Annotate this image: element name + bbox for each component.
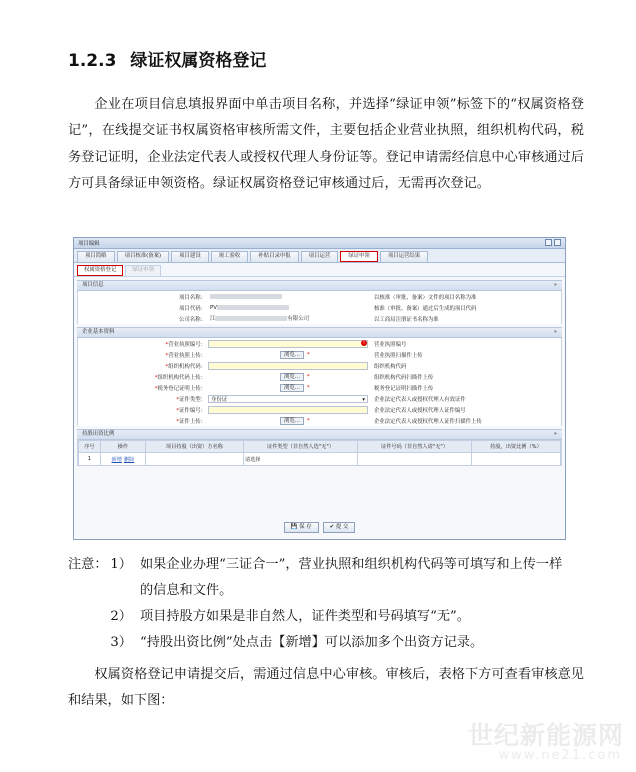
note-text: 如果企业办理“三证合一”，营业执照和组织机构代码等可填写和上传一样: [140, 557, 563, 572]
minimize-icon[interactable]: [545, 239, 552, 246]
note-text: “持股出资比例”处点击【新增】可以添加多个出资方记录。: [140, 635, 484, 650]
id-number-cell[interactable]: [357, 453, 471, 466]
field-label: *证件类型：: [176, 396, 206, 403]
company-section-title: 企业基本资料: [82, 329, 115, 335]
submit-label: 提 交: [335, 524, 349, 530]
tab-item[interactable]: 竣工验收: [211, 251, 249, 262]
form-row: [78, 382, 561, 393]
note-number: 2）: [110, 609, 132, 624]
required-mark: *: [176, 407, 180, 414]
warning-icon: !: [362, 340, 365, 346]
save-button[interactable]: 💾 保 存: [284, 522, 319, 533]
main-tabs: [74, 249, 565, 263]
tab-item[interactable]: 项目简略: [77, 251, 115, 262]
required-mark: *: [306, 373, 310, 380]
note-number: 3）: [110, 635, 132, 650]
chevron-down-icon[interactable]: ▾: [362, 396, 365, 403]
watermark-url: www.ne21.com: [498, 748, 622, 763]
share-table: [78, 440, 561, 466]
required-mark: *: [154, 385, 158, 392]
screenshot-figure: [73, 237, 566, 540]
field-value: 江 有限公司: [210, 315, 309, 322]
upload-field: [208, 373, 370, 381]
browse-button[interactable]: 浏览...: [280, 373, 304, 381]
field-value: PV: [208, 304, 370, 312]
field-hint: 营业执照扫描件上传: [374, 352, 423, 359]
form-row: [78, 291, 561, 302]
column-header: 持股，出资比例（%）: [471, 441, 560, 453]
redacted-value: [215, 316, 287, 321]
ratio-cell[interactable]: [471, 453, 560, 466]
upload-field: [208, 351, 370, 359]
column-header: 项目持股（出资）方名称: [146, 441, 244, 453]
project-section: [77, 291, 562, 324]
form-row: [78, 302, 561, 313]
text-input[interactable]: [208, 362, 368, 370]
browse-button[interactable]: 浏览...: [280, 417, 304, 425]
field-hint: 企业法定代表人或授权代理人证件编号: [374, 407, 466, 414]
form-row: [78, 371, 561, 382]
required-mark: *: [165, 341, 169, 348]
id-type-select[interactable]: 身份证 ▾: [208, 395, 368, 403]
form-row: [78, 338, 561, 349]
field-label: 公司名称：: [179, 316, 206, 323]
required-mark: *: [306, 384, 310, 391]
submit-button[interactable]: ✔ 提 交: [323, 522, 356, 533]
sub-tabs: [74, 263, 565, 277]
row-index: 1: [79, 453, 101, 466]
holder-name-cell[interactable]: [146, 453, 244, 466]
window-controls[interactable]: [543, 239, 561, 248]
form-row: [78, 349, 561, 360]
note-text: 项目持股方如果是非自然人，证件类型和号码填写“无”。: [140, 609, 470, 624]
save-label: 保 存: [299, 524, 312, 530]
row-ops: [100, 453, 145, 466]
section-number: 1.2.3: [68, 51, 117, 71]
tab-item[interactable]: 项目核准(备案): [117, 251, 170, 262]
field-label: *营业执照上传：: [165, 352, 206, 359]
closing-paragraph: 权属资格登记申请提交后，需通过信息中心审核。审核后，表格下方可查看审核意见和结果，如下图：: [68, 667, 584, 709]
window-title: 项目编辑: [78, 241, 100, 247]
form-row: [78, 313, 561, 324]
op-link[interactable]: 新增: [111, 456, 122, 463]
field-hint: 以核准（审批、备案）文件的项目名称为准: [374, 294, 477, 301]
field-hint: 税务登记证明扫描件上传: [374, 385, 434, 392]
field-hint: 核准（审批、备案）通过后生成的项目代码: [374, 305, 477, 312]
tab-item[interactable]: 项目建设: [171, 251, 209, 262]
note-number: 1）: [110, 557, 132, 572]
section-heading: [68, 46, 266, 71]
subtab-item[interactable]: 权属资格登记: [77, 265, 123, 276]
notes-block: [68, 552, 588, 656]
field-hint: 企业法定代表人或授权代理人有效证件: [374, 396, 466, 403]
field-hint: 企业法定代表人或授权代理人证件扫描件上传: [374, 418, 482, 425]
column-header: 序号: [79, 441, 101, 453]
tab-item[interactable]: 项目运营结果: [380, 251, 428, 262]
form-buttons: [74, 522, 565, 533]
required-mark: *: [306, 417, 310, 424]
text-input[interactable]: [208, 406, 368, 414]
window-titlebar: [74, 238, 565, 249]
share-section-header[interactable]: [77, 429, 562, 440]
share-section: [77, 440, 562, 466]
note-continuation: 的信息和文件。: [140, 583, 233, 598]
field-label: 项目名称：: [179, 294, 206, 301]
column-header: 证件号码（非自然人请"无"）: [357, 441, 471, 453]
note-item: [68, 604, 588, 630]
tab-item[interactable]: 补贴目录申报: [250, 251, 298, 262]
text-input[interactable]: [208, 340, 368, 348]
share-section-title: 持股出资比例: [82, 431, 115, 437]
tab-item[interactable]: 项目运营: [301, 251, 339, 262]
op-link[interactable]: 删除: [123, 456, 135, 463]
column-header: 证件类型（非自然人选"无"）: [243, 441, 357, 453]
field-label: *营业执照编号：: [165, 341, 206, 348]
field-value: [208, 293, 370, 301]
subtab-item[interactable]: 绿证申领: [125, 265, 161, 276]
watermark: 世纪新能源网: [467, 721, 624, 750]
form-row: [78, 404, 561, 415]
company-section: [77, 338, 562, 426]
field-label: *组织机构代码：: [165, 363, 206, 370]
note-item: [68, 630, 588, 656]
required-mark: *: [165, 352, 169, 359]
browse-button[interactable]: 浏览...: [280, 384, 304, 392]
note-item: [68, 552, 588, 578]
section-title: 绿证权属资格登记: [130, 51, 267, 71]
field-label: *证件上传：: [176, 418, 206, 425]
field-label: *税务登记证明上传：: [154, 385, 206, 392]
browse-button[interactable]: 浏览...: [280, 351, 304, 359]
notes-label: 注意：: [68, 557, 108, 572]
column-header: 操作: [100, 441, 145, 453]
tab-item[interactable]: 绿证申领: [340, 251, 378, 262]
company-section-header[interactable]: [77, 327, 562, 338]
field-hint: 组织机构代码扫描件上传: [374, 374, 434, 381]
required-mark: *: [154, 374, 158, 381]
redacted-value: [210, 294, 282, 299]
collapse-icon[interactable]: »: [553, 329, 557, 335]
upload-field: [208, 384, 370, 392]
field-label: *证件编号：: [176, 407, 206, 414]
form-row: [78, 415, 561, 426]
project-section-title: 项目信息: [82, 282, 104, 288]
required-mark: *: [176, 396, 180, 403]
field-hint: 组织机构代码: [374, 363, 407, 370]
required-mark: *: [176, 418, 180, 425]
id-type-cell[interactable]: 请选择: [243, 453, 357, 466]
field-label: 项目代码：: [179, 305, 206, 312]
maximize-icon[interactable]: [554, 239, 561, 246]
required-mark: *: [306, 351, 310, 358]
field-label: *组织机构代码上传：: [154, 374, 206, 381]
field-hint: 以工商局注册证书名称为准: [374, 316, 439, 323]
collapse-icon[interactable]: »: [553, 431, 557, 437]
required-mark: *: [165, 363, 169, 370]
form-row: [78, 393, 561, 404]
upload-field: [208, 417, 370, 425]
project-section-header[interactable]: [77, 280, 562, 291]
form-row: [78, 360, 561, 371]
field-hint: 营业执照编号: [374, 341, 407, 348]
intro-paragraph: 企业在项目信息填报界面中单击项目名称，并选择“绿证申领”标签下的“权属资格登记”，在线提交证书权属资格审核所需文件，主要包括企业营业执照，组织机构代码，税务登记证明，企业法定代表人或授权代理人身份证等。登记申请需经信息中心审核通过后方可具备绿证申领资格。绿证权属资格登记审核通过后，无需再次登记。: [68, 97, 584, 191]
redacted-value: [217, 305, 289, 310]
collapse-icon[interactable]: »: [553, 282, 557, 288]
